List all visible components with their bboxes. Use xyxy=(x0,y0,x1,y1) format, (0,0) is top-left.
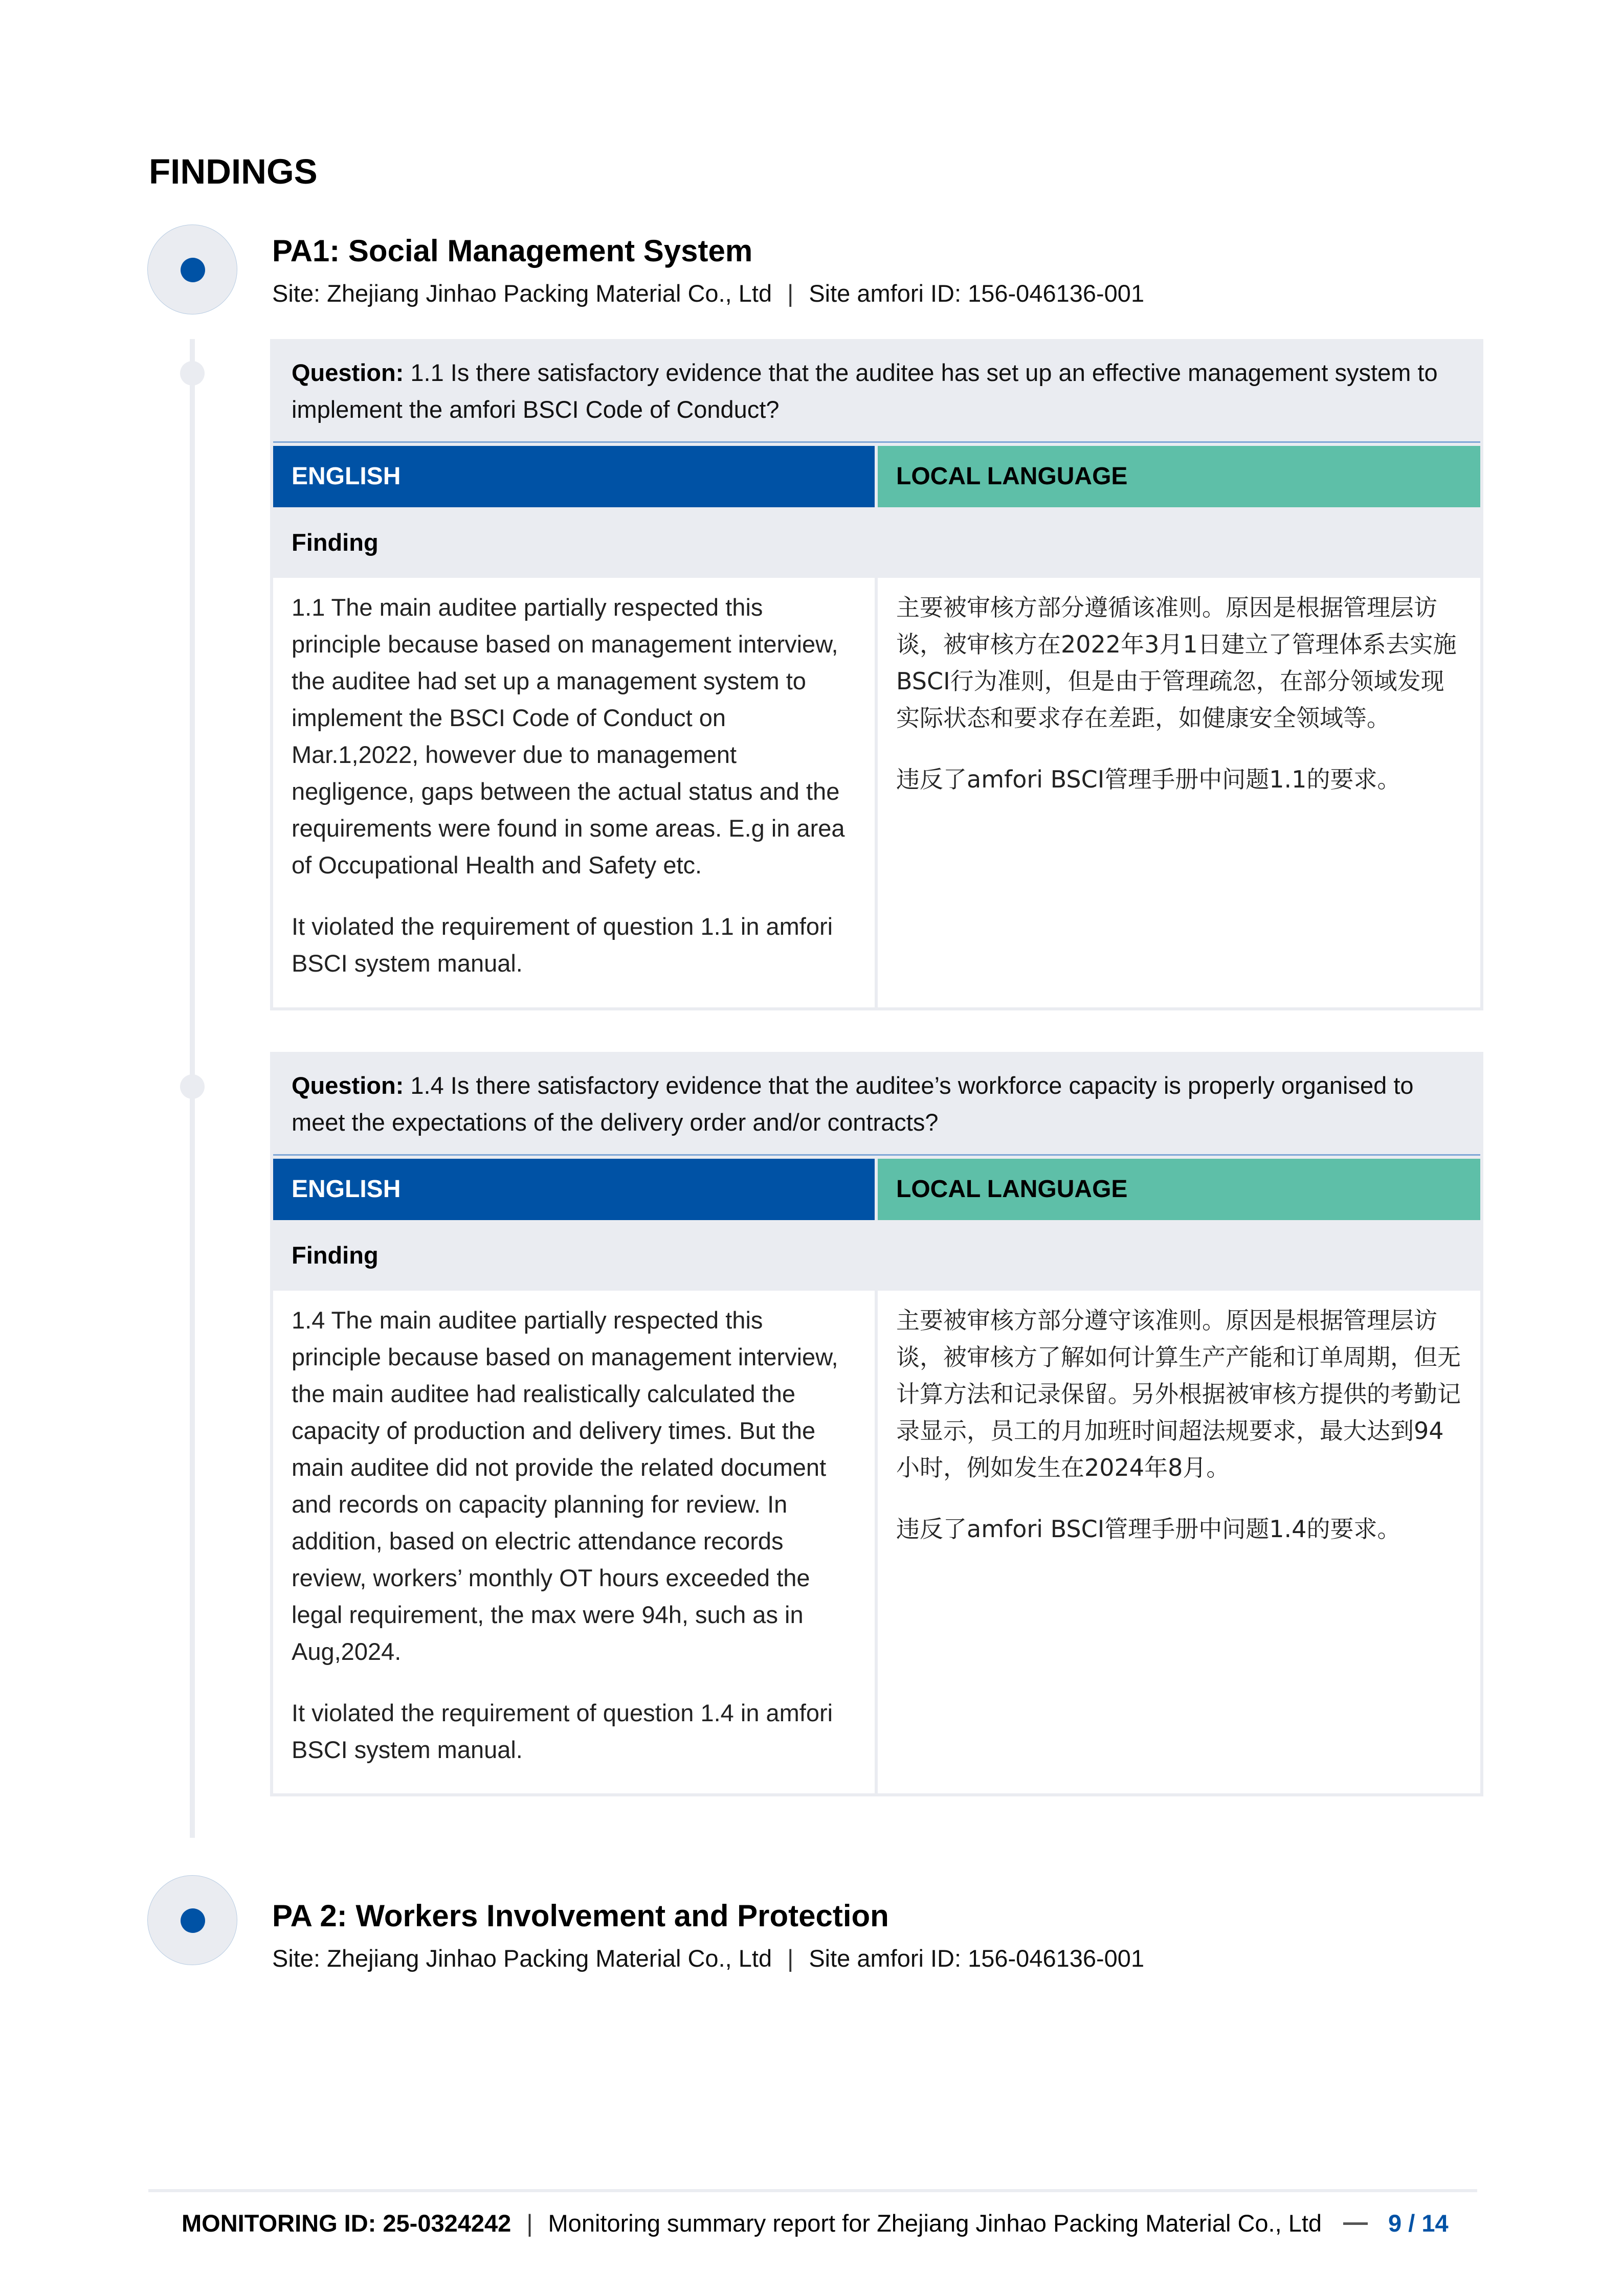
finding-local-paragraph: 违反了amfori BSCI管理手册中问题1.4的要求。 xyxy=(896,1515,1401,1543)
report-title: Monitoring summary report for Zhejiang Jinhao Packing Material Co., Ltd xyxy=(548,2210,1322,2237)
question-body: 1.4 Is there satisfactory evidence that the auditee’s workforce capacity is properly organised to meet the expectations of the delivery order and/or contracts? xyxy=(292,1072,1414,1136)
question-text xyxy=(273,1052,1480,1154)
site-name: Site: Zhejiang Jinhao Packing Material Co., Ltd xyxy=(272,1945,772,1972)
finding-cells xyxy=(273,1291,1480,1793)
finding-row-label: Finding xyxy=(292,529,379,556)
site-name: Site: Zhejiang Jinhao Packing Material Co., Ltd xyxy=(272,280,772,307)
node-dot-icon xyxy=(181,1908,205,1933)
finding-local-language xyxy=(878,578,1480,1007)
question-card-1-4 xyxy=(270,1052,1483,1796)
language-header-row xyxy=(273,1154,1480,1220)
section-node-icon xyxy=(147,224,237,314)
column-header-english: ENGLISH xyxy=(273,446,875,507)
page-title: FINDINGS xyxy=(149,152,318,191)
finding-english-paragraph: 1.1 The main auditee partially respected this principle because based on management interview, the auditee had set up a management system to implement the BSCI Code of Conduct on Mar.1,2022, however due to management negligence, gaps between the actual status and the requirements were found in some areas. E.g in area of Occupational Health and Safety etc. xyxy=(292,594,845,879)
footer-separator: | xyxy=(526,2210,533,2237)
separator: | xyxy=(787,1945,794,1972)
timeline-dot-question-1-4 xyxy=(180,1074,205,1099)
site-amfori-id: Site amfori ID: 156-046136-001 xyxy=(809,280,1145,307)
monitoring-id: MONITORING ID: 25-0324242 xyxy=(182,2210,511,2237)
section-site-line-pa1 xyxy=(272,279,1144,308)
finding-local-language xyxy=(878,1291,1480,1793)
finding-local-paragraph: 主要被审核方部分遵守该准则。原因是根据管理层访谈，被审核方了解如何计算生产产能和订单周期，但无计算方法和记录保留。另外根据被审核方提供的考勤记录显示，员工的月加班时间超法规要求，最大达到94小时，例如发生在2024年8月。 xyxy=(896,1307,1461,1481)
section-site-line-pa2 xyxy=(272,1944,1144,1973)
em-dash-divider xyxy=(1343,2222,1368,2225)
page-number: 9 / 14 xyxy=(1388,2210,1449,2237)
footer xyxy=(182,2209,1477,2238)
question-body: 1.1 Is there satisfactory evidence that the auditee has set up an effective management system to implement the amfori BSCI Code of Conduct? xyxy=(292,359,1438,423)
finding-english-paragraph: It violated the requirement of question 1.1 in amfori BSCI system manual. xyxy=(292,913,833,977)
finding-local-paragraph: 违反了amfori BSCI管理手册中问题1.1的要求。 xyxy=(896,766,1401,793)
section-title-pa1: PA1: Social Management System xyxy=(272,234,753,268)
section-title-pa2: PA 2: Workers Involvement and Protection xyxy=(272,1899,889,1933)
column-header-local-language: LOCAL LANGUAGE xyxy=(878,1159,1480,1220)
finding-row-label: Finding xyxy=(292,1242,379,1269)
question-card-1-1 xyxy=(270,339,1483,1010)
column-header-local-language: LOCAL LANGUAGE xyxy=(878,446,1480,507)
finding-english-paragraph: 1.4 The main auditee partially respected this principle because based on management interview, the main auditee had realistically calculated the capacity of production and delivery times. But the main auditee did not provide the related document and records on capacity planning for review. In addition, based on electric attendance records review, workers’ monthly OT hours exceeded the legal requirement, the max were 94h, such as in Aug,2024. xyxy=(292,1307,838,1665)
finding-english xyxy=(273,1291,875,1793)
question-text xyxy=(273,339,1480,441)
finding-english xyxy=(273,578,875,1007)
footer-divider xyxy=(148,2189,1477,2192)
finding-local-paragraph: 主要被审核方部分遵循该准则。原因是根据管理层访谈，被审核方在2022年3月1日建立了管理体系去实施BSCI行为准则，但是由于管理疏忽，在部分领域发现实际状态和要求存在差距，如健康安全领域等。 xyxy=(896,594,1457,732)
node-dot-icon xyxy=(181,258,205,282)
timeline-dot-question-1-1 xyxy=(180,361,205,386)
language-header-row xyxy=(273,441,1480,507)
site-amfori-id: Site amfori ID: 156-046136-001 xyxy=(809,1945,1145,1972)
finding-english-paragraph: It violated the requirement of question 1.4 in amfori BSCI system manual. xyxy=(292,1699,833,1763)
separator: | xyxy=(787,280,794,307)
section-node-icon xyxy=(147,1875,237,1965)
question-label: Question: xyxy=(292,1072,404,1099)
column-header-english: ENGLISH xyxy=(273,1159,875,1220)
finding-cells xyxy=(273,578,1480,1007)
question-label: Question: xyxy=(292,359,404,386)
